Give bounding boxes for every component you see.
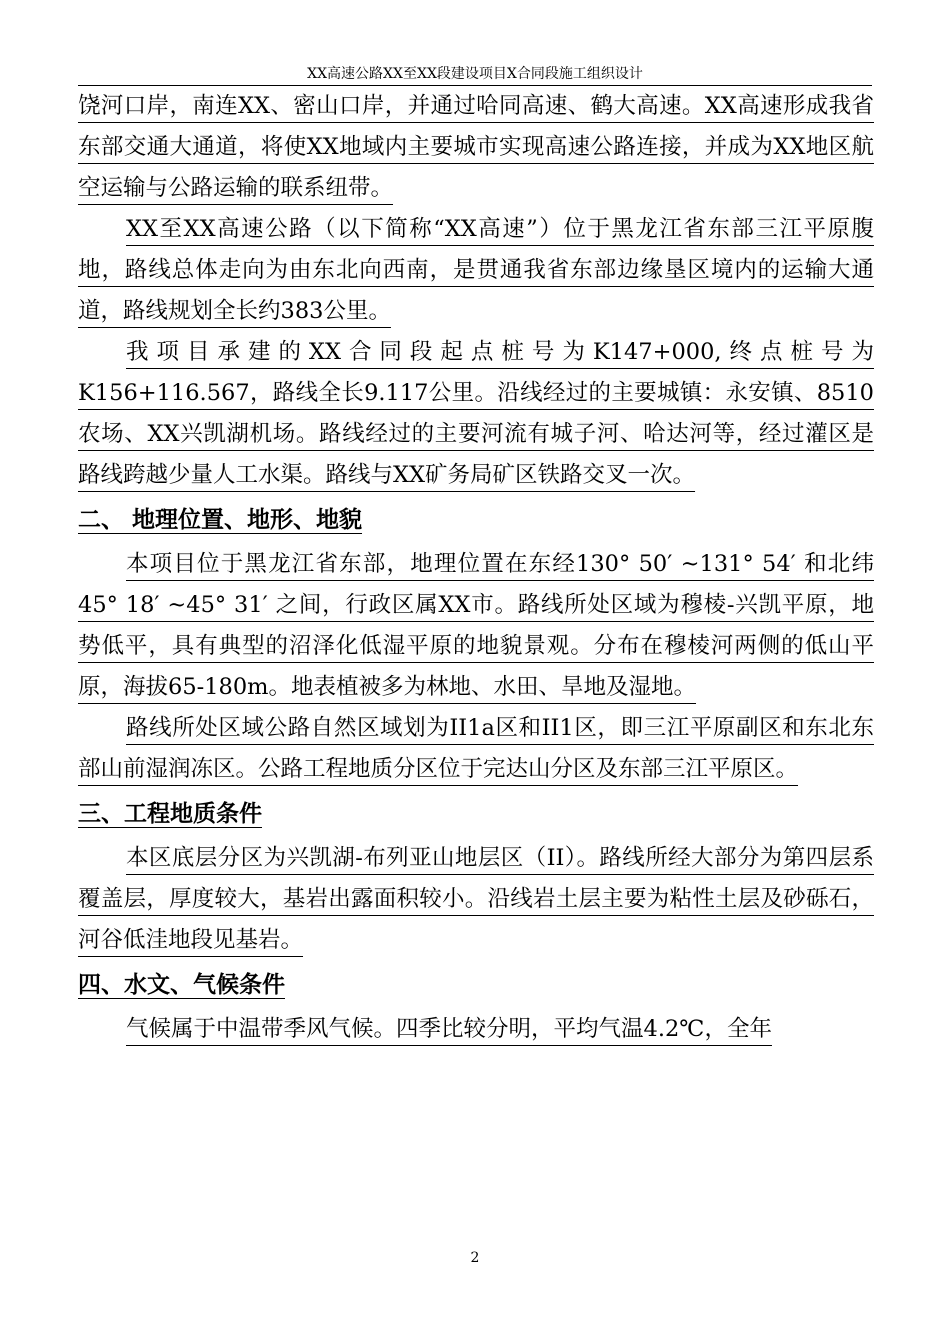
paragraph <box>78 838 874 961</box>
paragraph-text: XX至XX高速公路（以下简称“XX高速”）位于黑龙江省东部三江平原腹地，路线总体走向为由东北向西南，是贯通我省东部边缘垦区境内的运输大通道，路线规划全长约383公里。 <box>78 216 874 324</box>
paragraph-text: 路线所处区域公路自然区域划为II1a区和II1区，即三江平原副区和东北东部山前湿润冻区。公路工程地质分区位于完达山分区及东部三江平原区。 <box>78 715 874 782</box>
paragraph <box>78 332 874 496</box>
page-number: 2 <box>470 1250 480 1266</box>
paragraph-text: 饶河口岸，南连XX、密山口岸，并通过哈同高速、鹤大高速。XX高速形成我省东部交通大通道，将使XX地域内主要城市实现高速公路连接，并成为XX地区航空运输与公路运输的联系纽带。 <box>78 93 874 201</box>
section-heading: 四、水文、气候条件 <box>78 972 285 998</box>
section-heading: 三、工程地质条件 <box>78 801 262 827</box>
section-heading: 二、 地理位置、地形、地貌 <box>78 507 363 533</box>
paragraph-text: 气候属于中温带季风气候。四季比较分明，平均气温4.2℃，全年 <box>126 1016 772 1042</box>
document-body <box>78 86 874 1050</box>
running-header: XX高速公路XX至XX段建设项目X合同段施工组织设计 <box>78 66 872 86</box>
paragraph-text: 本项目位于黑龙江省东部，地理位置在东经130° 50′ ~131° 54′ 和北纬45° 18′ ~45° 31′ 之间，行政区属XX市。路线所处区域为穆棱-兴凯平原，地势低平，具有典型的沼泽化低湿平原的地貌景观。分布在穆棱河两侧的低山平原，海拔65-180m。地表植被多为林地、水田、旱地及湿地。 <box>78 551 874 700</box>
paragraph-text: 我项目承建的XX合同段起点桩号为K147+000,终点桩号为K156+116.567，路线全长9.117公里。沿线经过的主要城镇：永安镇、8510农场、XX兴凯湖机场。路线经过的主要河流有城子河、哈达河等，经过灌区是路线跨越少量人工水渠。路线与XX矿务局矿区铁路交叉一次。 <box>78 339 874 488</box>
paragraph-text: 本区底层分区为兴凯湖-布列亚山地层区（II）。路线所经大部分为第四层系覆盖层，厚度较大，基岩出露面积较小。沿线岩土层主要为粘性土层及砂砾石，河谷低洼地段见基岩。 <box>78 845 874 953</box>
paragraph <box>78 209 874 332</box>
paragraph <box>78 708 874 790</box>
paragraph <box>78 86 874 209</box>
paragraph <box>78 1009 874 1050</box>
paragraph <box>78 544 874 708</box>
